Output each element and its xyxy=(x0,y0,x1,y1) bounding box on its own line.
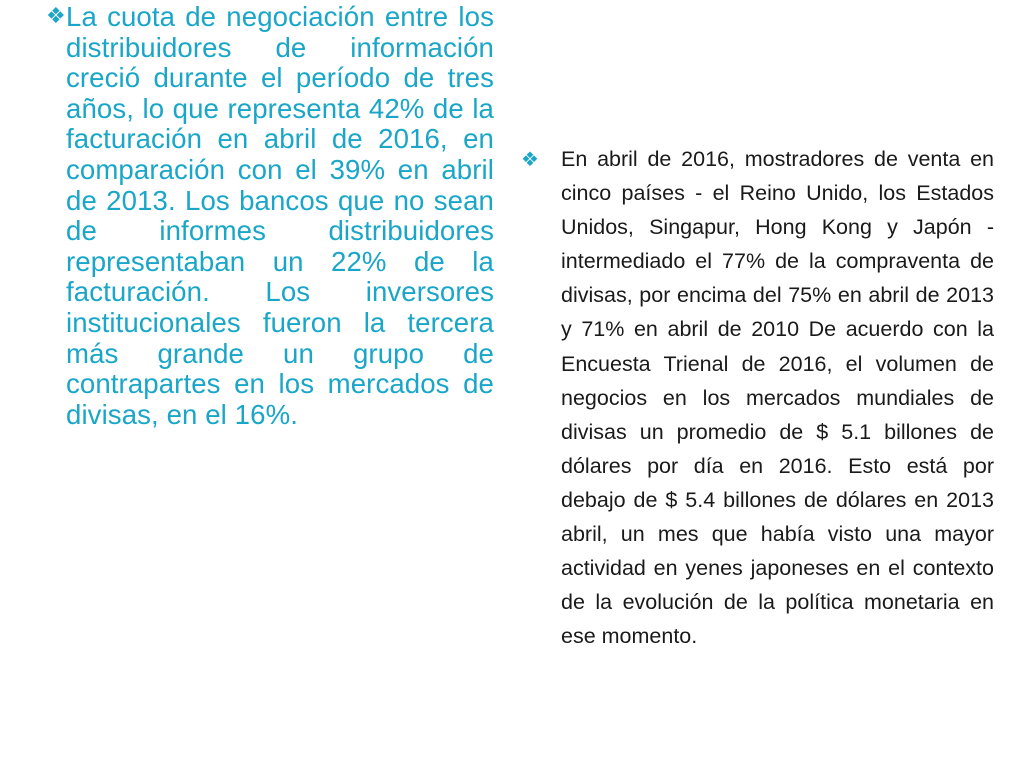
diamond-bullet-icon: ❖ xyxy=(46,4,66,29)
left-bullet-block xyxy=(46,2,494,430)
left-bullet-text: La cuota de negociación entre los distribuidores de información creció durante el período de tres años, lo que representa 42% de la facturación en abril de 2016, en comparación con el 39% en abril de 2013. Los bancos que no sean de informes distribuidores representaban un 22% de la facturación. Los inversores institucionales fueron la tercera más grande un grupo de contrapartes en los mercados de divisas, en el 16%. xyxy=(66,1,494,430)
right-bullet-block xyxy=(521,142,994,653)
right-bullet-text: En abril de 2016, mostradores de venta en cinco países - el Reino Unido, los Estados Unidos, Singapur, Hong Kong y Japón - intermediado el 77% de la compraventa de divisas, por encima del 75% en abril de 2013 y 71% en abril de 2010 De acuerdo con la Encuesta Trienal de 2016, el volumen de negocios en los mercados mundiales de divisas un promedio de $ 5.1 billones de dólares por día en 2016. Esto está por debajo de $ 5.4 billones de dólares en 2013 abril, un mes que había visto una mayor actividad en yenes japoneses en el contexto de la evolución de la política monetaria en ese momento. xyxy=(561,147,994,649)
diamond-bullet-icon: ❖ xyxy=(521,147,539,171)
